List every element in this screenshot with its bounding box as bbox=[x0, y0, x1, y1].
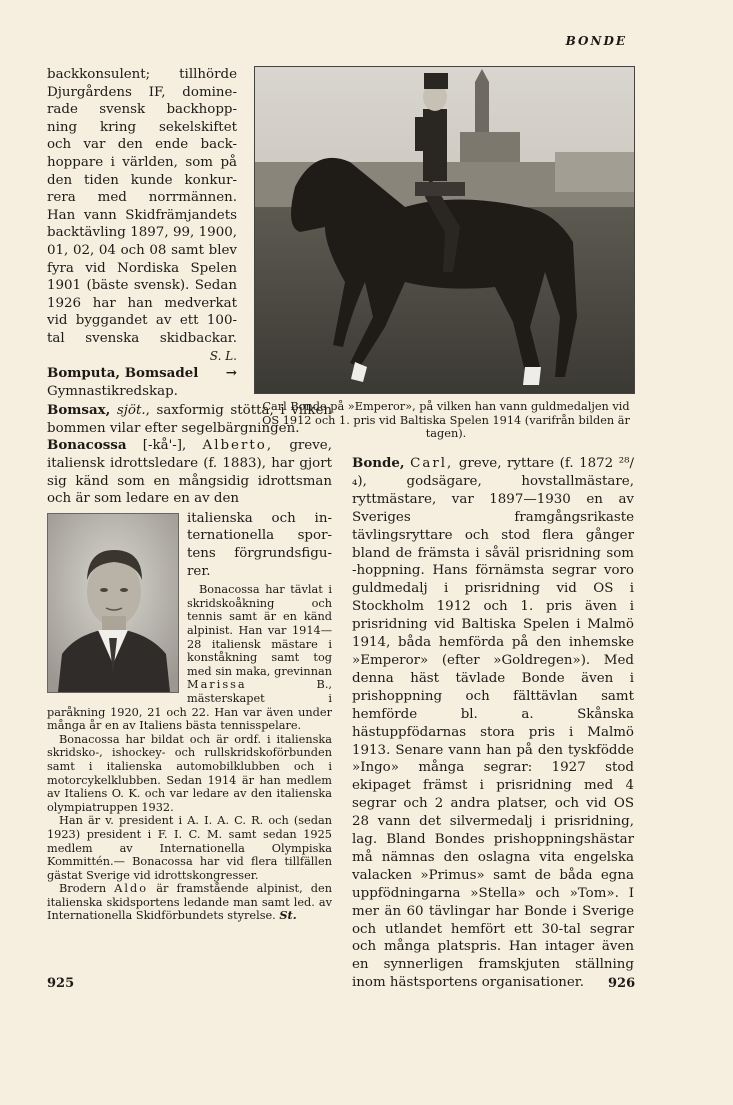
intro-line: hoppare i världen, som på bbox=[47, 154, 237, 170]
headword: Bonde, bbox=[352, 455, 405, 471]
portrait-photo bbox=[47, 513, 179, 693]
person-name: Aldo bbox=[114, 882, 149, 896]
person-name: Marissa bbox=[187, 678, 247, 692]
right-column bbox=[352, 455, 634, 992]
intro-line: vid byggandet av ett 100- bbox=[47, 313, 237, 329]
page-number-right: 926 bbox=[608, 976, 636, 991]
photo-caption: Carl Bonde på »Emperor», på vilken han vann guldmedaljen vid OS 1912 och 1. pris vid Baltiska Spelen 1914 (varifrån bilden är tagen). bbox=[262, 400, 630, 441]
intro-line: backkonsulent; tillhörde bbox=[47, 67, 237, 82]
portrait-frame bbox=[47, 513, 177, 691]
page-number-left: 925 bbox=[47, 976, 75, 991]
small-paragraph bbox=[47, 882, 332, 923]
entry-text: greve, ryttare (f. 1872 ²⁸/₄), godsägare, hovstallmästare, ryttmästare, var 1897—1930 en av Sveriges framgångsrikaste tävlingsryttare och stod flera gånger bland de främsta i såväl prisridning som -hoppning. Hans förnämsta segrar voro guldmedalj i prisridning vid OS i Stockholm 1912 och 1. pris även i prisridning vid Baltiska Spelen i Malmö 1914, båda hemförda på den inhemske »Emperor» (efter »Goldregen»). Med denna häst tävlade Bonde även i prishoppning och fälttävlan samt hemförde bl. a. Skånska hästuppfödarnas stora pris i Malmö 1913. Senare vann han på den tyskfödde »Ingo» många segrar: 1927 stod ekipaget främst i prisridning med 4 segrar och 2 andra platser, och vid OS 28 vann det silvermedalj i prisridning, lag. Bland Bondes prishoppningshästar må nämnas den oslagna vita engelska valacken »Primus» samt de båda egna uppfödningarna »Stella» och »Tom». I mer än 60 tävlingar har Bonde i Sverige och utlandet hemfört ett 30-tal segrar och många platspris. Han intager även en synnerligen framskjuten ställning inom hästsportens organisationer. bbox=[352, 456, 634, 991]
pronunciation: [-kå'-], bbox=[142, 438, 187, 454]
small-paragraph: Bonacossa har bildat och är ordf. i italienska skridsko-, ishockey- och rullskridskoförbunden samt i italienska automobilklubben och i motorcykelklubben. Sedan 1914 är han medlem av Italiens O. K. och var ledare av den italienska olympiatruppen 1932. bbox=[47, 732, 332, 814]
intro-line: fyra vid Nordiska Spelen bbox=[47, 260, 237, 276]
small-paragraph: Han är v. president i A. I. A. C. R. och (sedan 1923) president i F. I. C. M. samt sedan 1925 medlem av Internationella Olympiska Kommittén.— Bonacossa har vid flera tillfällen gästat Sverige vid idrottskongresser. bbox=[47, 814, 332, 882]
entry-bomputa bbox=[47, 365, 237, 383]
running-header: BONDE bbox=[565, 34, 627, 48]
entry-text: greve, italiensk idrottsledare (f. 1883), har gjort sig känd som en mångsidig idrottsman och är som ledare en av den bbox=[47, 438, 332, 507]
horse-rider-photo bbox=[254, 66, 635, 394]
headword: Bomputa, Bomsadel bbox=[47, 365, 199, 382]
intro-line: 1901 (bäste svensk). Sedan bbox=[47, 278, 237, 294]
person-name: Alberto, bbox=[202, 438, 274, 454]
signature: S. L. bbox=[209, 348, 237, 363]
small-text: Brodern bbox=[59, 882, 107, 896]
entry-bomputa-ref: Gymnastikredskap. bbox=[47, 383, 178, 399]
abbreviation: sjöt. bbox=[116, 403, 146, 419]
entry-bonde bbox=[352, 455, 634, 992]
small-text: Bonacossa har tävlat i skridskoåkning och tennis samt är en känd alpinist. Han var 1914—28 italiensk mästare i konståkning samt tog med sin maka, grevinnan bbox=[187, 583, 332, 678]
arrow-right-icon: → bbox=[225, 365, 237, 382]
intro-paragraph bbox=[47, 66, 237, 365]
wrap-line: italienska och in- bbox=[187, 510, 332, 526]
intro-line: 01, 02, 04 och 08 samt blev bbox=[47, 242, 237, 258]
intro-line: Djurgårdens IF, domine- bbox=[47, 84, 237, 100]
person-name: Carl, bbox=[410, 456, 454, 471]
small-text: är framstående alpinist, den italienska skidsportens ledande man samt led. av Internationella Skidförbundets styrelse. bbox=[47, 882, 333, 923]
headword: Bomsax, bbox=[47, 402, 111, 419]
intro-line: och var den ende back- bbox=[47, 137, 237, 153]
intro-line: 1926 har han medverkat bbox=[47, 295, 237, 311]
bonacossa-block bbox=[47, 510, 332, 923]
wrap-line: rer. bbox=[187, 563, 211, 579]
small-text: B., mästerskapet i paråkning 1920, 21 och 22. Han var även under många år en av Italiens bästa tennisspelare. bbox=[47, 678, 332, 733]
intro-line: Han vann Skidfrämjandets bbox=[47, 207, 237, 223]
intro-line: tal svenska skidbackar. bbox=[47, 330, 237, 346]
wrap-line: tens förgrundsfigu- bbox=[187, 546, 332, 562]
intro-line: rera med norrmännen. bbox=[47, 190, 237, 206]
entry-text: , saxformig stötta, i vilken bommen vilar efter segelbärgningen. bbox=[47, 403, 332, 436]
headword: Bonacossa bbox=[47, 437, 127, 454]
wrap-line: ternationella spor- bbox=[187, 528, 332, 544]
intro-line: ning kring sekelskiftet bbox=[47, 119, 237, 135]
entry-bonacossa bbox=[47, 437, 332, 507]
signature: St. bbox=[279, 908, 297, 923]
intro-line: backtävling 1897, 99, 1900, bbox=[47, 225, 237, 241]
intro-line: rade svensk backhopp- bbox=[47, 102, 237, 118]
intro-line: den tiden kunde konkur- bbox=[47, 172, 237, 188]
